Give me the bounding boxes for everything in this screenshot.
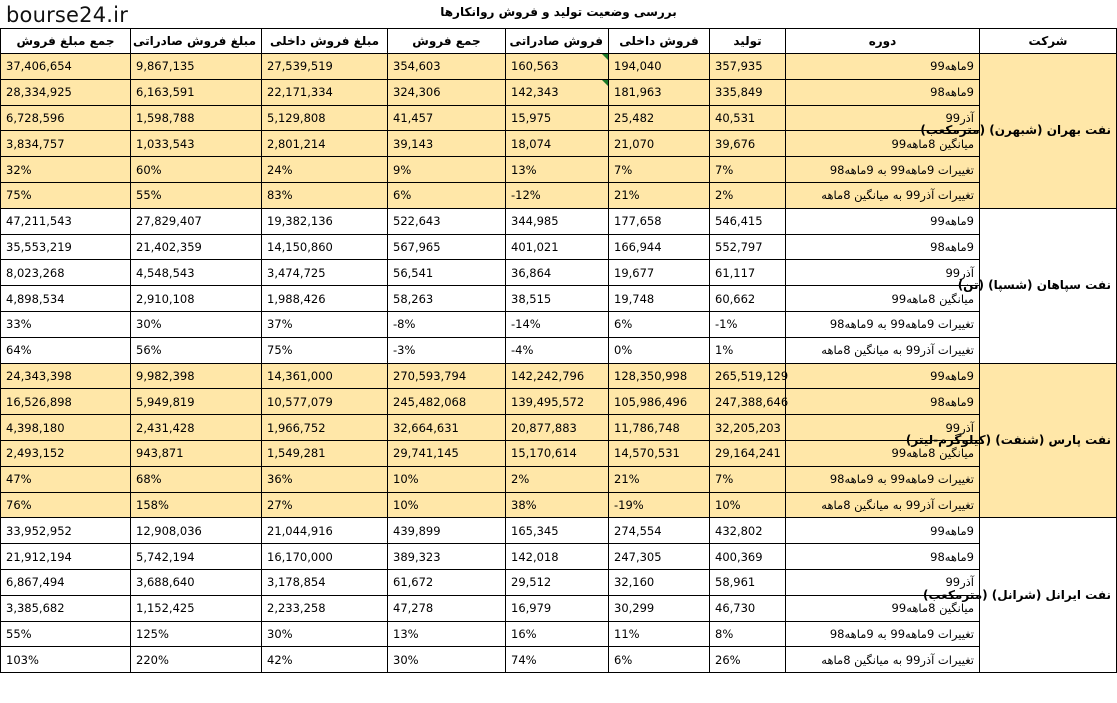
table-row (1, 466, 1117, 492)
total-sales-cell: 32,664,631 (388, 415, 506, 441)
header-row (1, 29, 1117, 54)
period-cell: 9ماهه98 (786, 79, 980, 105)
total-sales-cell: 30% (388, 647, 506, 673)
table-row (1, 286, 1117, 312)
export-amount-cell: 158% (131, 492, 262, 518)
total-amount-cell: 64% (1, 337, 131, 363)
domestic-amount-cell: 1,549,281 (262, 440, 388, 466)
export-sales-cell: 344,985 (506, 208, 609, 234)
period-cell: 9ماهه99 (786, 54, 980, 80)
export-amount-cell: 6,163,591 (131, 79, 262, 105)
domestic-amount-cell: 30% (262, 621, 388, 647)
total-sales-cell: 567,965 (388, 234, 506, 260)
export-amount-cell: 30% (131, 311, 262, 337)
table-row (1, 492, 1117, 518)
total-amount-cell: 6,728,596 (1, 105, 131, 131)
export-sales-cell: 165,345 (506, 518, 609, 544)
table-row (1, 311, 1117, 337)
domestic-amount-cell: 2,233,258 (262, 595, 388, 621)
total-amount-cell: 32% (1, 157, 131, 183)
table-row (1, 234, 1117, 260)
domestic-sales-cell: 21% (609, 466, 710, 492)
export-sales-cell: 401,021 (506, 234, 609, 260)
domestic-sales-cell: 177,658 (609, 208, 710, 234)
export-amount-cell: 4,548,543 (131, 260, 262, 286)
production-cell: 432,802 (710, 518, 786, 544)
production-cell: 7% (710, 157, 786, 183)
domestic-amount-cell: 14,150,860 (262, 234, 388, 260)
production-cell: 10% (710, 492, 786, 518)
header-domestic-amount: مبلغ فروش داخلی (262, 29, 388, 54)
total-amount-cell: 37,406,654 (1, 54, 131, 80)
period-cell: 9ماهه99 (786, 208, 980, 234)
total-amount-cell: 3,385,682 (1, 595, 131, 621)
domestic-sales-cell: 105,986,496 (609, 389, 710, 415)
header-company: شرکت (980, 29, 1117, 54)
total-amount-cell: 4,398,180 (1, 415, 131, 441)
export-amount-cell: 60% (131, 157, 262, 183)
export-amount-cell: 1,033,543 (131, 131, 262, 157)
export-sales-cell: 160,563 (506, 54, 609, 80)
domestic-sales-cell: 30,299 (609, 595, 710, 621)
header-production: تولید (710, 29, 786, 54)
total-sales-cell: 9% (388, 157, 506, 183)
total-sales-cell: 6% (388, 182, 506, 208)
period-cell: تغییرات 9ماهه99 به 9ماهه98 (786, 621, 980, 647)
period-cell: تغییرات آذر99 به میانگین 8ماهه (786, 492, 980, 518)
domestic-amount-cell: 2,801,214 (262, 131, 388, 157)
export-amount-cell: 943,871 (131, 440, 262, 466)
domestic-amount-cell: 14,361,000 (262, 363, 388, 389)
production-cell: 546,415 (710, 208, 786, 234)
table-row (1, 260, 1117, 286)
production-sales-table (0, 28, 1117, 673)
table-row (1, 389, 1117, 415)
domestic-sales-cell: 7% (609, 157, 710, 183)
export-sales-cell: 16% (506, 621, 609, 647)
period-cell: تغییرات آذر99 به میانگین 8ماهه (786, 647, 980, 673)
table-row (1, 518, 1117, 544)
domestic-sales-cell: 194,040 (609, 54, 710, 80)
export-sales-cell: 15,975 (506, 105, 609, 131)
period-cell: میانگین 8ماهه99 (786, 595, 980, 621)
export-sales-cell: 16,979 (506, 595, 609, 621)
domestic-sales-cell: 14,570,531 (609, 440, 710, 466)
domestic-amount-cell: 27% (262, 492, 388, 518)
production-cell: 40,531 (710, 105, 786, 131)
total-sales-cell: 39,143 (388, 131, 506, 157)
production-cell: 552,797 (710, 234, 786, 260)
period-cell: تغییرات 9ماهه99 به 9ماهه98 (786, 466, 980, 492)
domestic-amount-cell: 5,129,808 (262, 105, 388, 131)
total-sales-cell: 61,672 (388, 569, 506, 595)
company-cell: نفت پارس (شنفت) (کیلوگرم-لیتر) (980, 363, 1117, 518)
period-cell: آذر99 (786, 260, 980, 286)
total-amount-cell: 76% (1, 492, 131, 518)
export-amount-cell: 27,829,407 (131, 208, 262, 234)
domestic-amount-cell: 22,171,334 (262, 79, 388, 105)
production-cell: 7% (710, 466, 786, 492)
total-sales-cell: 389,323 (388, 544, 506, 570)
export-sales-cell: 36,864 (506, 260, 609, 286)
period-cell: آذر99 (786, 415, 980, 441)
total-amount-cell: 55% (1, 621, 131, 647)
export-sales-cell: -14% (506, 311, 609, 337)
export-sales-cell: 142,018 (506, 544, 609, 570)
production-cell: 32,205,203 (710, 415, 786, 441)
domestic-amount-cell: 1,966,752 (262, 415, 388, 441)
domestic-amount-cell: 10,577,079 (262, 389, 388, 415)
domestic-amount-cell: 24% (262, 157, 388, 183)
export-sales-cell: 142,343 (506, 79, 609, 105)
total-amount-cell: 33% (1, 311, 131, 337)
export-sales-cell: 2% (506, 466, 609, 492)
period-cell: آذر99 (786, 569, 980, 595)
export-sales-cell: 29,512 (506, 569, 609, 595)
table-row (1, 363, 1117, 389)
domestic-sales-cell: 32,160 (609, 569, 710, 595)
total-amount-cell: 8,023,268 (1, 260, 131, 286)
period-cell: آذر99 (786, 105, 980, 131)
domestic-sales-cell: 21% (609, 182, 710, 208)
production-cell: 247,388,646 (710, 389, 786, 415)
production-cell: 60,662 (710, 286, 786, 312)
export-amount-cell: 1,152,425 (131, 595, 262, 621)
total-sales-cell: 29,741,145 (388, 440, 506, 466)
total-sales-cell: 13% (388, 621, 506, 647)
domestic-amount-cell: 83% (262, 182, 388, 208)
domestic-amount-cell: 19,382,136 (262, 208, 388, 234)
total-amount-cell: 4,898,534 (1, 286, 131, 312)
export-amount-cell: 125% (131, 621, 262, 647)
export-sales-cell: 74% (506, 647, 609, 673)
table-row (1, 544, 1117, 570)
domestic-amount-cell: 27,539,519 (262, 54, 388, 80)
total-sales-cell: -3% (388, 337, 506, 363)
table-title: بررسی وضعیت تولید و فروش روانکارها (440, 5, 677, 19)
total-sales-cell: 41,457 (388, 105, 506, 131)
domestic-amount-cell: 37% (262, 311, 388, 337)
production-cell: -1% (710, 311, 786, 337)
production-cell: 357,935 (710, 54, 786, 80)
production-cell: 39,676 (710, 131, 786, 157)
period-cell: تغییرات 9ماهه99 به 9ماهه98 (786, 157, 980, 183)
company-cell: نفت سپاهان (شسپا) (تن) (980, 208, 1117, 363)
export-sales-cell: 38% (506, 492, 609, 518)
production-cell: 335,849 (710, 79, 786, 105)
domestic-sales-cell: 166,944 (609, 234, 710, 260)
total-sales-cell: 324,306 (388, 79, 506, 105)
production-cell: 8% (710, 621, 786, 647)
domestic-sales-cell: 19,748 (609, 286, 710, 312)
domestic-sales-cell: 11% (609, 621, 710, 647)
export-sales-cell: -4% (506, 337, 609, 363)
domestic-sales-cell: 25,482 (609, 105, 710, 131)
domestic-amount-cell: 75% (262, 337, 388, 363)
production-cell: 2% (710, 182, 786, 208)
period-cell: تغییرات 9ماهه99 به 9ماهه98 (786, 311, 980, 337)
export-amount-cell: 2,910,108 (131, 286, 262, 312)
header-export-amount: مبلغ فروش صادراتی (131, 29, 262, 54)
domestic-sales-cell: 274,554 (609, 518, 710, 544)
domestic-amount-cell: 36% (262, 466, 388, 492)
total-sales-cell: 56,541 (388, 260, 506, 286)
company-cell: نفت ایرانل (شرانل) (مترمکعب) (980, 518, 1117, 673)
production-cell: 26% (710, 647, 786, 673)
total-sales-cell: 270,593,794 (388, 363, 506, 389)
period-cell: 9ماهه99 (786, 518, 980, 544)
period-cell: 9ماهه99 (786, 363, 980, 389)
total-sales-cell: 245,482,068 (388, 389, 506, 415)
export-sales-cell: 13% (506, 157, 609, 183)
total-amount-cell: 35,553,219 (1, 234, 131, 260)
export-amount-cell: 55% (131, 182, 262, 208)
total-amount-cell: 47,211,543 (1, 208, 131, 234)
table-row (1, 647, 1117, 673)
export-amount-cell: 3,688,640 (131, 569, 262, 595)
domestic-sales-cell: -19% (609, 492, 710, 518)
period-cell: میانگین 8ماهه99 (786, 131, 980, 157)
export-sales-cell: 139,495,572 (506, 389, 609, 415)
export-sales-cell: 20,877,883 (506, 415, 609, 441)
export-amount-cell: 9,982,398 (131, 363, 262, 389)
header-export-sales: فروش صادراتی (506, 29, 609, 54)
table-row (1, 54, 1117, 80)
export-amount-cell: 220% (131, 647, 262, 673)
domestic-sales-cell: 128,350,998 (609, 363, 710, 389)
total-amount-cell: 75% (1, 182, 131, 208)
table-row (1, 157, 1117, 183)
production-cell: 46,730 (710, 595, 786, 621)
domestic-amount-cell: 21,044,916 (262, 518, 388, 544)
table-row (1, 79, 1117, 105)
total-sales-cell: 354,603 (388, 54, 506, 80)
domestic-amount-cell: 3,474,725 (262, 260, 388, 286)
production-cell: 61,117 (710, 260, 786, 286)
domestic-sales-cell: 11,786,748 (609, 415, 710, 441)
domestic-sales-cell: 247,305 (609, 544, 710, 570)
domestic-sales-cell: 21,070 (609, 131, 710, 157)
export-amount-cell: 9,867,135 (131, 54, 262, 80)
export-amount-cell: 5,949,819 (131, 389, 262, 415)
export-amount-cell: 1,598,788 (131, 105, 262, 131)
site-watermark: bourse24.ir (6, 3, 129, 27)
export-amount-cell: 21,402,359 (131, 234, 262, 260)
production-cell: 265,519,129 (710, 363, 786, 389)
export-amount-cell: 2,431,428 (131, 415, 262, 441)
domestic-amount-cell: 3,178,854 (262, 569, 388, 595)
total-amount-cell: 33,952,952 (1, 518, 131, 544)
production-cell: 1% (710, 337, 786, 363)
header-total-amount: جمع مبلغ فروش (1, 29, 131, 54)
table-row (1, 621, 1117, 647)
domestic-sales-cell: 181,963 (609, 79, 710, 105)
domestic-sales-cell: 0% (609, 337, 710, 363)
table-row (1, 208, 1117, 234)
period-cell: 9ماهه98 (786, 234, 980, 260)
export-sales-cell: 142,242,796 (506, 363, 609, 389)
domestic-sales-cell: 6% (609, 647, 710, 673)
period-cell: تغییرات آذر99 به میانگین 8ماهه (786, 337, 980, 363)
total-amount-cell: 47% (1, 466, 131, 492)
export-sales-cell: -12% (506, 182, 609, 208)
total-sales-cell: 439,899 (388, 518, 506, 544)
period-cell: تغییرات آذر99 به میانگین 8ماهه (786, 182, 980, 208)
production-cell: 29,164,241 (710, 440, 786, 466)
domestic-amount-cell: 1,988,426 (262, 286, 388, 312)
total-amount-cell: 103% (1, 647, 131, 673)
total-amount-cell: 28,334,925 (1, 79, 131, 105)
total-amount-cell: 6,867,494 (1, 569, 131, 595)
total-sales-cell: 47,278 (388, 595, 506, 621)
total-amount-cell: 21,912,194 (1, 544, 131, 570)
export-sales-cell: 15,170,614 (506, 440, 609, 466)
export-amount-cell: 56% (131, 337, 262, 363)
export-sales-cell: 18,074 (506, 131, 609, 157)
total-amount-cell: 24,343,398 (1, 363, 131, 389)
table-row (1, 337, 1117, 363)
export-sales-cell: 38,515 (506, 286, 609, 312)
total-amount-cell: 2,493,152 (1, 440, 131, 466)
domestic-sales-cell: 6% (609, 311, 710, 337)
total-sales-cell: -8% (388, 311, 506, 337)
header-total-sales: جمع فروش (388, 29, 506, 54)
total-sales-cell: 10% (388, 466, 506, 492)
total-amount-cell: 3,834,757 (1, 131, 131, 157)
period-cell: 9ماهه98 (786, 389, 980, 415)
production-cell: 58,961 (710, 569, 786, 595)
table-row (1, 182, 1117, 208)
domestic-amount-cell: 42% (262, 647, 388, 673)
header-domestic-sales: فروش داخلی (609, 29, 710, 54)
total-sales-cell: 10% (388, 492, 506, 518)
header-period: دوره (786, 29, 980, 54)
production-cell: 400,369 (710, 544, 786, 570)
domestic-amount-cell: 16,170,000 (262, 544, 388, 570)
total-sales-cell: 58,263 (388, 286, 506, 312)
period-cell: میانگین 8ماهه99 (786, 440, 980, 466)
company-cell: نفت بهران (شبهرن) (مترمکعب) (980, 54, 1117, 209)
period-cell: 9ماهه98 (786, 544, 980, 570)
domestic-sales-cell: 19,677 (609, 260, 710, 286)
export-amount-cell: 12,908,036 (131, 518, 262, 544)
total-amount-cell: 16,526,898 (1, 389, 131, 415)
period-cell: میانگین 8ماهه99 (786, 286, 980, 312)
total-sales-cell: 522,643 (388, 208, 506, 234)
export-amount-cell: 68% (131, 466, 262, 492)
export-amount-cell: 5,742,194 (131, 544, 262, 570)
